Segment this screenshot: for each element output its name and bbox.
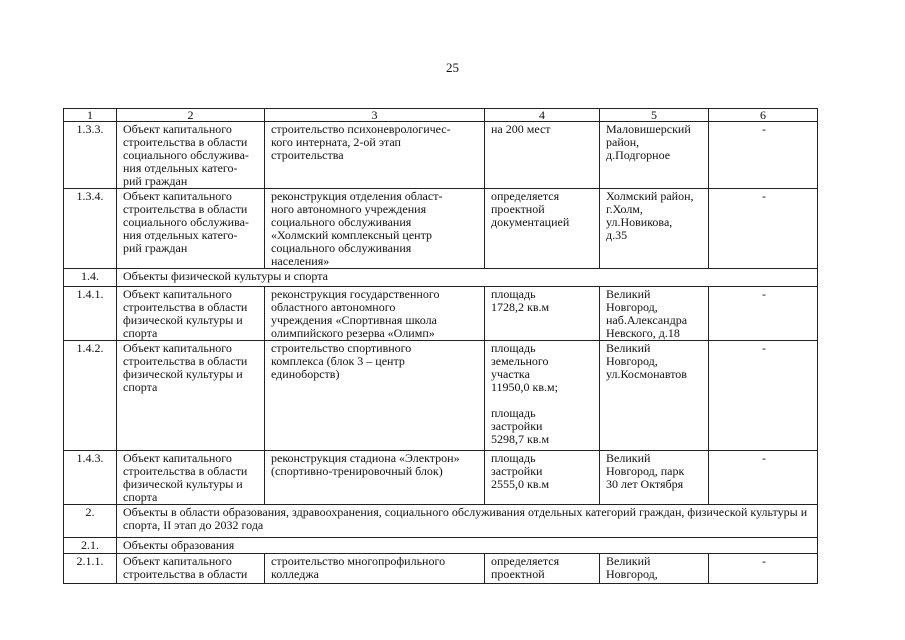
row-number: 1.4.3. [64, 451, 117, 505]
object-type-line: Объект капитального [123, 287, 232, 301]
object-description-line: реконструкция государственного [271, 287, 440, 301]
note: - [709, 341, 818, 451]
section-title: Объекты в области образования, здравоохранения, социального обслуживания отдельных категорий граждан, физической культуры и спорта, II этап до 2032 года [117, 505, 818, 538]
object-type-line: физической культуры и [123, 313, 243, 327]
object-description-line: строительство многопрофильного [271, 554, 446, 568]
object-location-line: Маловишерский [606, 122, 691, 136]
object-description-line: «Холмский комплексный центр [271, 228, 432, 242]
row-number: 1.3.3. [64, 122, 117, 189]
object-type-line: строительства в области [123, 464, 248, 478]
object-location [600, 554, 709, 584]
object-description-line: колледжа [271, 567, 319, 581]
object-description-line: учреждения «Спортивная школа [271, 313, 437, 327]
note: - [709, 554, 818, 584]
object-type-line: Объект капитального [123, 189, 232, 203]
object-type-line: строительства в области [123, 300, 248, 314]
object-parameters-line: проектной [491, 567, 545, 581]
object-type [117, 451, 265, 505]
header-row [64, 109, 818, 122]
table-row [64, 341, 818, 451]
object-parameters-line: документацией [491, 215, 570, 229]
object-parameters-line: площадь [491, 451, 536, 465]
column-header: 5 [600, 109, 709, 122]
object-type-line: рий граждан [123, 174, 188, 188]
object-location-line: Новгород, парк [606, 464, 685, 478]
object-type [117, 554, 265, 584]
column-header: 4 [485, 109, 600, 122]
object-description-line: социального обслуживания [271, 241, 412, 255]
object-type-line: Объект капитального [123, 341, 232, 355]
object-location-line: д.Подгорное [606, 148, 671, 162]
object-type-line: социального обслужива- [123, 215, 249, 229]
object-parameters-line: 2555,0 кв.м [491, 477, 550, 491]
object-parameters-line: 11950,0 кв.м; [491, 380, 558, 394]
note: - [709, 189, 818, 269]
column-header: 6 [709, 109, 818, 122]
object-description-line: ного автономного учреждения [271, 202, 427, 216]
object-description-line: строительства [271, 148, 344, 162]
object-type-line: ния отдельных катего- [123, 161, 238, 175]
object-parameters [485, 287, 600, 341]
object-parameters [485, 189, 600, 269]
object-parameters-line: определяется [491, 554, 560, 568]
object-location-line: 30 лет Октября [606, 477, 684, 491]
object-location-line: Холмский район, [606, 189, 694, 203]
object-location [600, 341, 709, 451]
object-description [265, 189, 485, 269]
table-row [64, 287, 818, 341]
section-row [64, 505, 818, 538]
object-description [265, 122, 485, 189]
section-row [64, 269, 818, 287]
column-header: 1 [64, 109, 117, 122]
object-parameters-line: определяется [491, 189, 560, 203]
row-number: 2. [64, 505, 117, 538]
object-description [265, 554, 485, 584]
object-type-line: спорта [123, 490, 158, 504]
object-parameters-line: площадь [491, 341, 536, 355]
object-location-line: Великий [606, 554, 651, 568]
object-parameters [485, 341, 600, 451]
row-number: 2.1.1. [64, 554, 117, 584]
object-type [117, 122, 265, 189]
object-parameters-line: застройки [491, 464, 543, 478]
object-description-line: социального обслуживания [271, 215, 412, 229]
page-number: 25 [446, 60, 459, 75]
object-type [117, 287, 265, 341]
table-row [64, 451, 818, 505]
row-number: 1.4.2. [64, 341, 117, 451]
object-description-line: олимпийского резерва «Олимп» [271, 326, 435, 340]
object-location-line: д.35 [606, 228, 628, 242]
object-description-line: областного автономного [271, 300, 396, 314]
object-parameters-line: застройки [491, 419, 543, 433]
table-row [64, 189, 818, 269]
object-location-line: Великий [606, 287, 651, 301]
object-type-line: строительства в области [123, 354, 248, 368]
row-number: 1.3.4. [64, 189, 117, 269]
object-location-line: район, [606, 135, 640, 149]
object-description-line: населения» [271, 254, 330, 268]
object-type-line: строительства в области [123, 567, 248, 581]
table-row [64, 122, 818, 189]
object-location-line: Новгород, [606, 567, 658, 581]
object-location [600, 451, 709, 505]
object-type-line: социального обслужива- [123, 148, 249, 162]
row-number: 1.4. [64, 269, 117, 287]
object-parameters-line: на 200 мест [491, 122, 551, 136]
object-type-line: Объект капитального [123, 451, 232, 465]
object-description-line: комплекса (блок 3 – центр [271, 354, 405, 368]
object-parameters [485, 451, 600, 505]
object-type-line: физической культуры и [123, 367, 243, 381]
object-type-line: физической культуры и [123, 477, 243, 491]
object-location-line: Великий [606, 451, 651, 465]
object-description [265, 287, 485, 341]
object-type-line: Объект капитального [123, 122, 232, 136]
object-description-line: реконструкция стадиона «Электрон» [271, 451, 460, 465]
object-type-line: рий граждан [123, 241, 188, 255]
object-location-line: наб.Александра [606, 313, 688, 327]
object-location-line: Великий [606, 341, 651, 355]
object-parameters-line: участка [491, 367, 530, 381]
object-location-line: г.Холм, [606, 202, 643, 216]
object-parameters-line: площадь [491, 406, 536, 420]
object-location-line: ул.Новикова, [606, 215, 673, 229]
object-description-line: реконструкция отделения област- [271, 189, 443, 203]
section-row [64, 538, 818, 554]
object-description [265, 341, 485, 451]
section-title: Объекты образования [117, 538, 818, 554]
object-parameters-line: 5298,7 кв.м [491, 432, 550, 446]
object-description-line: кого интерната, 2-ой этап [271, 135, 401, 149]
object-location-line: Новгород, [606, 354, 658, 368]
object-description-line: строительство психоневрологичес- [271, 122, 451, 136]
object-location-line: Невского, д.18 [606, 326, 680, 340]
object-type-line: строительства в области [123, 202, 248, 216]
object-parameters [485, 122, 600, 189]
object-type-line: спорта [123, 380, 158, 394]
object-location [600, 287, 709, 341]
objects-table [63, 108, 818, 584]
section-title: Объекты физической культуры и спорта [117, 269, 818, 287]
object-type [117, 341, 265, 451]
table-row [64, 554, 818, 584]
object-description-line: единоборств) [271, 367, 340, 381]
column-header: 3 [265, 109, 485, 122]
object-parameters-line: 1728,2 кв.м [491, 300, 550, 314]
object-type-line: Объект капитального [123, 554, 232, 568]
object-parameters [485, 554, 600, 584]
note: - [709, 122, 818, 189]
object-description-line: строительство спортивного [271, 341, 412, 355]
column-header: 2 [117, 109, 265, 122]
object-location-line: Новгород, [606, 300, 658, 314]
object-type-line: ния отдельных катего- [123, 228, 238, 242]
object-type-line: спорта [123, 326, 158, 340]
object-location-line: ул.Космонавтов [606, 367, 687, 381]
object-type-line: строительства в области [123, 135, 248, 149]
object-location [600, 189, 709, 269]
object-description-line: (спортивно-тренировочный блок) [271, 464, 443, 478]
object-type [117, 189, 265, 269]
note: - [709, 287, 818, 341]
object-location [600, 122, 709, 189]
row-number: 2.1. [64, 538, 117, 554]
object-parameters-line: площадь [491, 287, 536, 301]
note: - [709, 451, 818, 505]
object-description [265, 451, 485, 505]
row-number: 1.4.1. [64, 287, 117, 341]
object-parameters-line: земельного [491, 354, 549, 368]
object-parameters-line: проектной [491, 202, 545, 216]
